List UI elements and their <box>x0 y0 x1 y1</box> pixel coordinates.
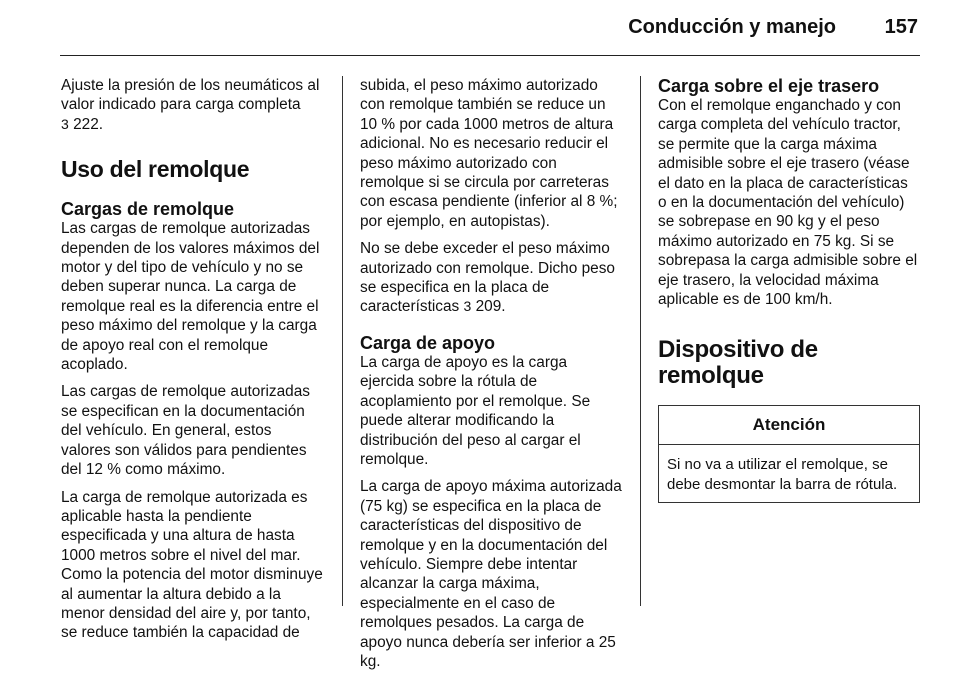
section-title: Conducción y manejo <box>628 16 836 38</box>
paragraph-text: No se debe exceder el peso máximo autorizado con remolque. Dicho peso se especifica en la placa de características <box>360 240 615 316</box>
reference-page: 222. <box>73 115 104 133</box>
paragraph: La carga de remolque autorizada es aplicable hasta la pendiente especificada y una altura de hasta 1000 metros sobre el nivel del mar. Como la potencia del motor disminuye al aumentar la altura debido a la menor densidad del aire y, por tanto, se reduce también la capacidad de <box>61 488 323 642</box>
page-reference[interactable] <box>61 116 103 133</box>
callout-body: Si no va a utilizar el remolque, se debe desmontar la barra de rótula. <box>667 456 898 493</box>
reference-page: 209. <box>475 298 506 316</box>
column-divider-1 <box>342 76 343 606</box>
paragraph: Las cargas de remolque autorizadas se especifican en la documentación del vehículo. En general, estos valores son válidos para pendientes del 12 % como máximo. <box>61 383 310 479</box>
paragraph: La carga de apoyo máxima autorizada (75 kg) se especifica en la placa de características del dispositivo de remolque y en la documentación del vehículo. Siempre debe intentar alcanzar la carga máxima, especialmente en el caso de remolques pesados. La carga de apoyo nunca debería ser inferior a 25 kg. <box>360 478 622 670</box>
attention-callout <box>658 405 920 502</box>
page-reference[interactable] <box>464 298 506 315</box>
subheading-carga-eje-trasero: Carga sobre el eje trasero <box>658 76 880 96</box>
heading-dispositivo-de-remolque: Dispositivo de remolque <box>658 336 818 390</box>
intro-text: Ajuste la presión de los neumáticos al valor indicado para carga completa <box>61 77 320 114</box>
reference-arrow-icon: 3 <box>61 115 69 132</box>
heading-uso-del-remolque: Uso del remolque <box>61 156 250 183</box>
page-header <box>60 0 920 56</box>
paragraph: La carga de apoyo es la carga ejercida sobre la rótula de acoplamiento por el remolque. Se puede alterar modificando la distribución del peso al cargar el remolque. <box>360 353 591 468</box>
column-3 <box>658 76 920 503</box>
page-number: 157 <box>884 16 918 38</box>
subheading-cargas-de-remolque: Cargas de remolque <box>61 199 235 220</box>
reference-arrow-icon: 3 <box>463 298 472 315</box>
paragraph: subida, el peso máximo autorizado con remolque también se reduce un 10 % por cada 1000 metros de altura adicional. No es necesario reducir el peso máximo autorizado con remolque si se circula por carreteras con escasa pendiente (inferior al 8 %; por ejemplo, en autopistas). <box>360 77 618 230</box>
paragraph: Las cargas de remolque autorizadas dependen de los valores máximos del motor y del tipo de vehículo y no se deben superar nunca. La carga de remolque real es la diferencia entre el peso máximo del remolque y la carga de apoyo real con el remolque acoplado. <box>61 220 320 374</box>
paragraph <box>360 239 624 317</box>
paragraph: Con el remolque enganchado y con carga completa del vehículo tractor, se permite que la carga máxima admisible sobre el eje trasero (véase el dato en la placa de características o en la documentación del vehículo) se sobrepase en 90 kg y el peso máximo autorizado en 75 kg. Si se sobrepasa la carga admisible sobre el eje trasero, la velocidad máxima aplicable es de 100 km/h. <box>658 97 918 309</box>
column-1 <box>61 76 325 651</box>
callout-title: Atención <box>659 406 919 445</box>
column-2 <box>360 76 624 679</box>
column-divider-2 <box>640 76 641 606</box>
intro-paragraph <box>61 76 325 134</box>
subheading-carga-de-apoyo: Carga de apoyo <box>360 332 496 353</box>
